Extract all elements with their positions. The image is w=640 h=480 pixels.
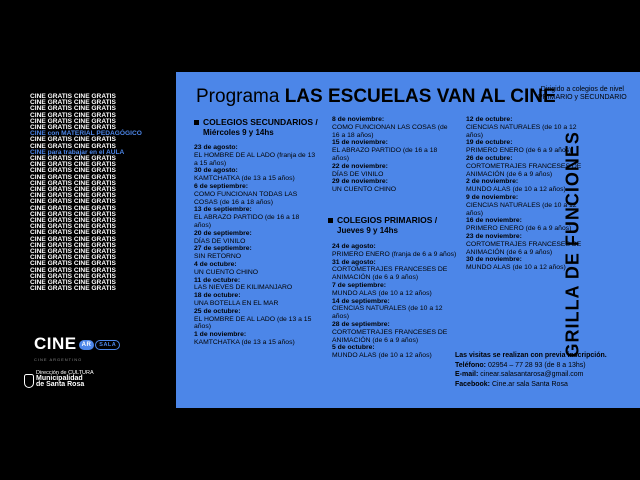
schedule-date: 26 de octubre: [466, 154, 513, 162]
schedule-film: EL HOMBRE DE AL LADO (de 13 a 15 años) [194, 315, 312, 331]
cine-line: CINE GRATIS CINE GRATIS [30, 272, 116, 280]
schedule-date: 30 de noviembre: [466, 256, 522, 264]
schedule-date: 28 de septiembre: [332, 320, 390, 328]
muni-line1: Dirección de CULTURA [36, 370, 94, 376]
schedule-film: DÍAS DE VINILO [332, 170, 384, 178]
target-audience [538, 86, 627, 102]
schedule-date: 24 de agosto: [332, 243, 376, 250]
schedule-date: 14 de septiembre: [332, 297, 390, 305]
schedule-film: PRIMERO ENERO (franja de 6 a 9 años) [332, 250, 457, 258]
schedule-item [194, 167, 318, 183]
schedule-date: 29 de noviembre: [332, 178, 388, 186]
schedule-film: UN CUENTO CHINO [332, 186, 397, 194]
schedule-date: 8 de noviembre: [332, 116, 385, 123]
schedule-film: UNA BOTELLA EN EL MAR [194, 299, 279, 307]
primarios-list [328, 243, 458, 360]
cine-line: CINE para trabajar en el AULA [30, 148, 125, 156]
schedule-item [194, 183, 318, 206]
schedule-date: 25 de octubre: [194, 307, 241, 315]
schedule-film: MUNDO ALAS (de 10 a 12 años) [466, 186, 566, 194]
schedule-film: CORTOMETRAJES FRANCESES DE ANIMACIÓN (de 6 a 9 años) [332, 328, 448, 344]
schedule-date: 7 de septiembre: [332, 281, 387, 289]
schedule-date: 27 de septiembre: [194, 245, 252, 253]
muni-line3: de Santa Rosa [36, 381, 85, 388]
schedule-film: MUNDO ALAS (de 10 a 12 años) [466, 264, 566, 272]
primarios-heading [328, 216, 458, 235]
schedule-date: 6 de septiembre: [194, 182, 249, 190]
bullet-icon [328, 218, 333, 223]
cine-line: CINE GRATIS CINE GRATIS [30, 173, 116, 181]
schedule-date: 9 de noviembre: [466, 193, 519, 201]
secundarios-heading [194, 118, 318, 137]
schedule-film: CORTOMETRAJES FRANCESES DE ANIMACIÓN (de 6 a 9 años) [466, 240, 582, 256]
cine-line: CINE GRATIS CINE GRATIS [30, 179, 116, 187]
secundarios-list [194, 144, 318, 347]
secundarios-cont-list [332, 116, 456, 194]
logo-ar: AR [79, 340, 95, 350]
schedule-item [194, 245, 318, 261]
schedule-date: 30 de agosto: [194, 167, 238, 175]
schedule-item [332, 243, 458, 259]
schedule-date: 13 de septiembre: [194, 206, 252, 214]
schedule-item [332, 163, 456, 179]
schedule-film: COMO FUNCIONAN LAS COSAS (de 16 a 18 años) [332, 123, 448, 139]
contact-note: Las visitas se realizan con previa inscripción. [455, 352, 607, 359]
schedule-date: 23 de agosto: [194, 144, 238, 151]
grilla-heading: GRILLA DE FUNCIONES [562, 131, 583, 358]
municipalidad-logo [36, 370, 94, 388]
schedule-date: 15 de noviembre: [332, 139, 388, 147]
schedule-film: CORTOMETRAJES FRANCESES DE ANIMACIÓN (de 6 a 9 años) [466, 162, 582, 178]
schedule-item [332, 298, 458, 321]
logo-main: CINE [34, 334, 77, 353]
cine-ar-logo [34, 334, 120, 354]
cine-line: CINE GRATIS CINE GRATIS [30, 136, 116, 144]
primarios-column [328, 216, 458, 360]
cine-line: CINE GRATIS CINE GRATIS [30, 99, 116, 107]
schedule-film: DÍAS DE VINILO [194, 237, 246, 245]
schedule-item [194, 331, 318, 347]
schedule-date: 1 de noviembre: [194, 331, 247, 339]
schedule-film: CIENCIAS NATURALES (de 10 a 12 años) [466, 123, 577, 139]
cine-line: CINE GRATIS CINE GRATIS [30, 241, 116, 249]
title-bold: LAS ESCUELAS VAN AL CINE [284, 86, 556, 107]
logo-sala: SALA [95, 340, 120, 350]
cine-gratis-block [30, 94, 170, 293]
cine-line: CINE GRATIS CINE GRATIS [30, 142, 116, 150]
schedule-item [332, 282, 458, 298]
schedule-film: CORTOMETRAJES FRANCESES DE ANIMACIÓN (de 6 a 9 años) [332, 266, 448, 282]
schedule-item [332, 139, 456, 162]
schedule-date: 22 de noviembre: [332, 162, 388, 170]
cine-line: CINE GRATIS CINE GRATIS [30, 210, 116, 218]
schedule-item [194, 144, 318, 167]
secundarios-cont-column [332, 116, 456, 194]
cine-line: CINE GRATIS CINE GRATIS [30, 105, 116, 113]
cine-line: CINE GRATIS CINE GRATIS [30, 223, 116, 231]
schedule-film: EL ABRAZO PARTIDO (de 16 a 18 años) [332, 147, 438, 162]
cine-line: CINE GRATIS CINE GRATIS [30, 93, 116, 100]
schedule-date: 23 de noviembre: [466, 232, 522, 240]
cine-line: CINE GRATIS CINE GRATIS [30, 167, 116, 175]
cine-line: CINE GRATIS CINE GRATIS [30, 285, 116, 293]
cine-line: CINE GRATIS CINE GRATIS [30, 111, 116, 119]
cine-line: CINE GRATIS CINE GRATIS [30, 260, 116, 268]
cine-line: CINE GRATIS CINE GRATIS [30, 254, 116, 262]
cine-line: CINE GRATIS CINE GRATIS [30, 279, 116, 287]
cine-line: CINE GRATIS CINE GRATIS [30, 204, 116, 212]
schedule-film: SIN RETORNO [194, 253, 242, 261]
title-light: Programa [196, 86, 285, 107]
schedule-film: CIENCIAS NATURALES (de 10 a 12 años) [332, 305, 443, 321]
cine-line: CINE GRATIS CINE GRATIS [30, 198, 116, 206]
contact-info [455, 351, 635, 389]
cine-line: CINE GRATIS CINE GRATIS [30, 124, 116, 132]
cine-line: CINE GRATIS CINE GRATIS [30, 186, 116, 194]
logo-subtitle: CINE ARGENTINO [34, 357, 83, 362]
target-line1: Dirigido a colegios de nivel [540, 86, 624, 93]
cine-line: CINE GRATIS CINE GRATIS [30, 229, 116, 237]
primarios-heading-text: COLEGIOS PRIMARIOS / [337, 215, 438, 225]
primarios-days: Jueves 9 y 14hs [337, 225, 398, 235]
schedule-film: EL ABRAZO PARTIDO (de 16 a 18 años) [194, 214, 300, 229]
schedule-film: LAS NIEVES DE KILIMANJARO [194, 284, 293, 292]
schedule-date: 4 de octubre: [194, 260, 237, 268]
schedule-item [194, 308, 318, 331]
schedule-film: KAMTCHATKA (de 13 a 15 años) [194, 175, 295, 183]
cine-line: CINE GRATIS CINE GRATIS [30, 266, 116, 274]
schedule-item [332, 321, 458, 344]
phone-label: Teléfono: [455, 361, 486, 369]
schedule-item [194, 292, 318, 308]
schedule-film: KAMTCHATKA (de 13 a 15 años) [194, 338, 295, 346]
schedule-item [194, 230, 318, 246]
schedule-film: PRIMERO ENERO (de 6 a 9 años) [466, 147, 572, 155]
secundarios-heading-text: COLEGIOS SECUNDARIOS / [203, 117, 318, 127]
cine-line: CINE GRATIS CINE GRATIS [30, 117, 116, 125]
schedule-date: 11 de octubre: [194, 276, 241, 284]
schedule-date: 2 de noviembre: [466, 178, 519, 186]
schedule-film: COMO FUNCIONAN TODAS LAS COSAS (de 16 a 18 años) [194, 190, 298, 206]
facebook-label: Facebook: [455, 380, 491, 388]
schedule-date: 16 de noviembre: [466, 217, 522, 225]
cine-line: CINE con MATERIAL PEDAGÓGICO [30, 130, 142, 138]
schedule-date: 18 de octubre: [194, 292, 241, 300]
left-panel [0, 72, 176, 408]
schedule-film: MUNDO ALAS (de 10 a 12 años) [332, 352, 432, 360]
email-label: E-mail: [455, 371, 479, 378]
schedule-item [332, 178, 456, 194]
schedule-item [332, 259, 458, 282]
target-line2: PRIMARIO y SECUNDARIO [538, 94, 627, 101]
schedule-item [194, 277, 318, 293]
schedule-date: 31 de agosto: [332, 258, 376, 266]
schedule-film: MUNDO ALAS (de 10 a 12 años) [332, 289, 432, 297]
cine-line: CINE GRATIS CINE GRATIS [30, 161, 116, 169]
phone-value: 02954 – 77 28 93 (de 8 a 13hs) [487, 361, 586, 369]
bullet-icon [194, 120, 199, 125]
cine-line: CINE GRATIS CINE GRATIS [30, 192, 116, 200]
facebook-value[interactable]: Cine.ar sala Santa Rosa [491, 380, 568, 388]
cine-line: CINE GRATIS CINE GRATIS [30, 248, 116, 256]
schedule-item [194, 206, 318, 229]
secundarios-column [194, 118, 318, 347]
schedule-date: 5 de octubre: [332, 344, 375, 352]
schedule-date: 20 de septiembre: [194, 229, 252, 237]
cine-line: CINE GRATIS CINE GRATIS [30, 155, 116, 163]
schedule-film: UN CUENTO CHINO [194, 268, 259, 276]
schedule-date: 12 de octubre: [466, 116, 513, 123]
email-value[interactable]: cinear.salasantarosa@gmail.com [480, 371, 584, 378]
muni-line2: Municipalidad [36, 375, 83, 382]
schedule-item [194, 261, 318, 277]
schedule-item [332, 344, 458, 360]
schedule-film: EL HOMBRE DE AL LADO (franja de 13 a 15 años) [194, 151, 316, 167]
program-title [196, 86, 556, 108]
schedule-film: PRIMERO ENERO (de 6 a 9 años) [466, 225, 572, 233]
schedule-film: CIENCIAS NATURALES (de 10 a 12 años) [466, 201, 577, 217]
secundarios-days: Miércoles 9 y 14hs [203, 127, 274, 137]
schedule-date: 19 de octubre: [466, 139, 513, 147]
schedule-item [332, 116, 456, 139]
cine-line: CINE GRATIS CINE GRATIS [30, 235, 116, 243]
cine-line: CINE GRATIS CINE GRATIS [30, 217, 116, 225]
coat-of-arms-icon [24, 374, 34, 388]
